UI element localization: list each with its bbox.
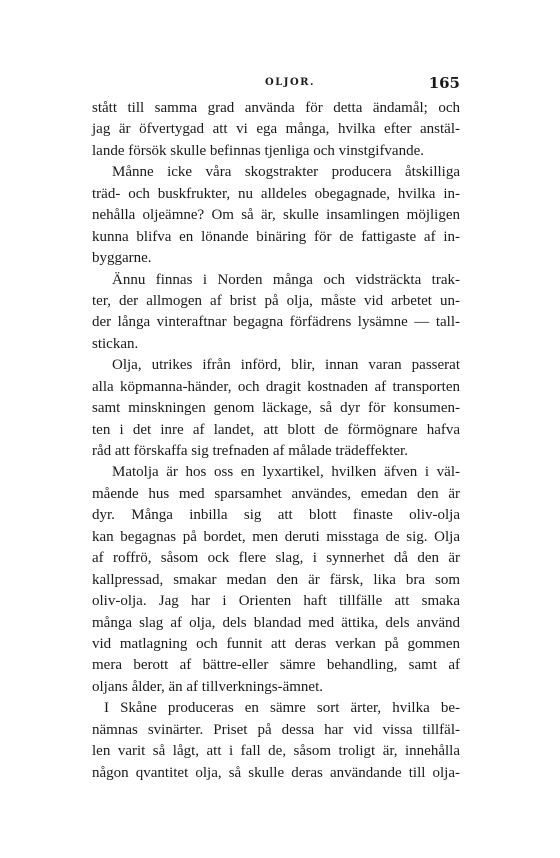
page-number: 165 <box>428 74 460 92</box>
text-line: träd- och buskfrukter, nu alldeles obegagnade, hvilka in- <box>92 185 460 202</box>
text-line: Månne icke våra skogstrakter producera åtskilliga <box>112 164 460 181</box>
text-line: oljans ålder, än af tillverknings-ämnet. <box>92 678 323 695</box>
text-line: lande försök skulle befinnas tjenliga och vinstgifvande. <box>92 142 424 159</box>
text-line: vid matlagning och funnit att deras verkan på gommen <box>92 635 460 652</box>
text-line: många slag af olja, dels blandad med ättika, dels använd <box>92 614 460 631</box>
text-line: nämnas svinärter. Priset på dessa har vid vissa tillfäl- <box>92 721 460 738</box>
text-line: Ännu finnas i Norden många och vidsträckta trak- <box>112 271 460 288</box>
text-line: af roffrö, såsom ock flere slag, i synnerhet då den är <box>92 550 460 567</box>
text-line: mera berott af bättre-eller sämre behandling, samt af <box>92 657 460 674</box>
text-line: samt minskningen genom läckage, så dyr för konsumen- <box>92 400 460 417</box>
text-line: jag är öfvertygad att vi ega många, hvilka efter anstäl- <box>92 121 460 138</box>
text-line: byggarne. <box>92 250 152 267</box>
text-line: stått till samma grad använda för detta ändamål; och <box>92 100 460 116</box>
text-line: I Skåne produceras en sämre sort ärter, hvilka be- <box>104 700 460 717</box>
text-line: Olja, utrikes ifrån införd, blir, innan varan passerat <box>112 357 460 374</box>
text-line: Matolja är hos oss en lyxartikel, hvilken äfven i väl- <box>112 464 460 481</box>
text-line: kallpressad, smakar medan den är färsk, lika bra som <box>92 571 460 588</box>
running-head <box>120 74 460 94</box>
text-line: len varit så lågt, att i fall de, såsom troligt är, innehålla <box>92 743 460 760</box>
text-line: kunna blifva en lönande binäring för de fattigaste af in- <box>92 228 460 245</box>
text-line: dyr. Många inbilla sig att blott finaste oliv-olja <box>92 507 460 524</box>
running-title: OLJOR. <box>265 77 315 88</box>
text-line: råd att förskaffa sig trefnaden af målade trädeffekter. <box>92 443 408 459</box>
text-line: kan begagnas på bordet, men deruti misstaga de sig. Olja <box>92 528 460 545</box>
text-line: alla köpmanna-händer, och dragit kostnaden af transporten <box>92 378 460 395</box>
text-line: någon qvantitet olja, så skulle deras användande till olja- <box>92 764 460 781</box>
text-line: oliv-olja. Jag har i Orienten haft tillfälle att smaka <box>92 593 460 610</box>
text-line: der långa vinteraftnar begagna förfädrens lysämne — tall- <box>92 314 460 331</box>
body-text <box>92 98 460 784</box>
text-line: ter, der allmogen af brist på olja, måste vid arbetet un- <box>92 292 460 309</box>
text-line: mående hus med sparsamhet användes, emedan den är <box>92 485 460 502</box>
text-line: ten i det inre af landet, att blott de förmögnare hafva <box>92 421 460 438</box>
text-line: stickan. <box>92 335 139 352</box>
text-line: nehålla oljeämne? Om så är, skulle insamlingen möjligen <box>92 207 460 224</box>
